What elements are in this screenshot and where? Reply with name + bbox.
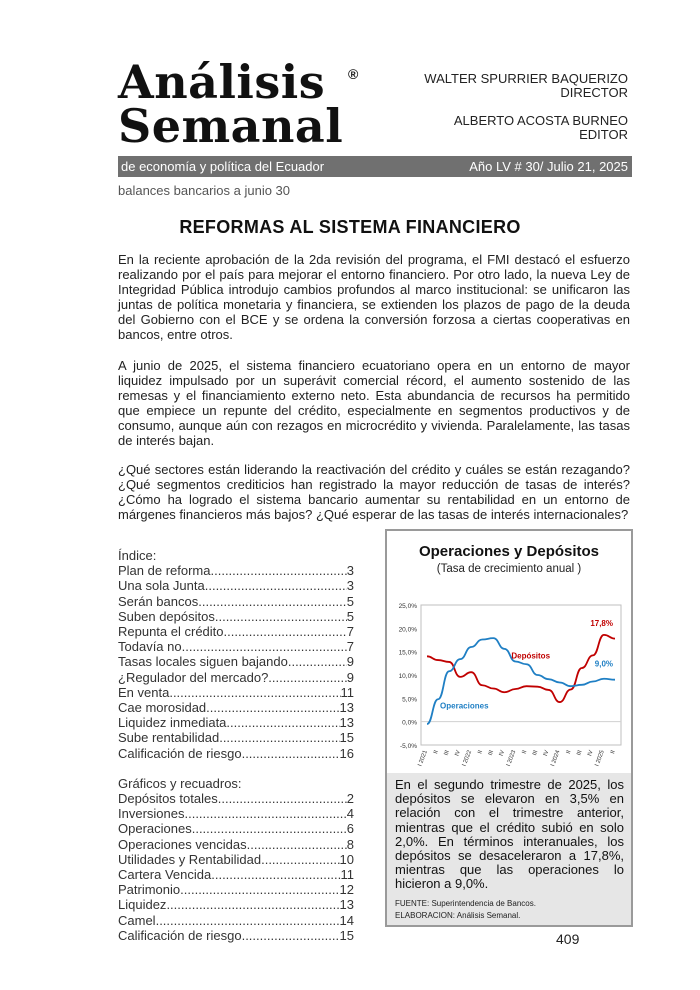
- index-entry-page: 8: [346, 836, 354, 852]
- index-entry: [118, 791, 354, 806]
- editor-name: ALBERTO ACOSTA BURNEO: [453, 113, 628, 128]
- x-tick-label: IV: [454, 749, 463, 758]
- y-tick-label: -5,0%: [400, 743, 417, 750]
- index-entry-page: 3: [346, 578, 354, 594]
- chart-source: FUENTE: Superintendencia de Bancos.: [395, 899, 536, 908]
- tagline: de economía y política del Ecuador: [121, 159, 325, 174]
- article-title: REFORMAS AL SISTEMA FINANCIERO: [179, 217, 521, 237]
- index-entry-label: Calificación de riesgo.: [118, 745, 246, 761]
- index-entry-label: Suben depósitos.: [118, 608, 219, 624]
- index-entry-label: Inversiones: [118, 806, 185, 822]
- series-line-depositos: [427, 635, 615, 702]
- index-entry-label: En venta: [118, 684, 170, 700]
- annotation-operaciones-value: 9,0%: [594, 659, 613, 669]
- index-leader-dots: [166, 897, 339, 912]
- x-tick-label: I 2024: [550, 749, 562, 768]
- index-leader-dots: [219, 730, 339, 745]
- index-entry: [118, 897, 354, 912]
- index-entry-page: 3: [346, 563, 354, 579]
- x-tick-label: IV: [498, 749, 507, 758]
- index-entry-label: Tasas locales siguen bajando.: [118, 654, 292, 670]
- article-paragraph-3: ¿Qué sectores están liderando la reactivación del crédito y cuáles se están rezagando? ¿Qué segmentos crediticios han registrado la mayor reducción de tasas de interés? ¿Cómo ha logrado el sistema bancario aumentar su rentabilidad en un entorno de márgenes financieros más bajos? ¿Qué esperar de las tasas de interés internacionales?: [118, 462, 630, 522]
- index-entry-page: 16: [339, 745, 354, 761]
- x-tick-label: II: [477, 749, 485, 755]
- x-tick-label: IV: [587, 749, 595, 758]
- index-entry: [118, 852, 354, 867]
- index-entry-label: Calificación de riesgo: [118, 927, 242, 943]
- director-role: DIRECTOR: [560, 85, 628, 100]
- publication-logo: [118, 55, 378, 153]
- index-entry: [118, 821, 354, 836]
- logo-line-1: Análisis: [118, 55, 326, 109]
- index-leader-dots: [214, 563, 347, 578]
- x-tick-label: I 2025: [594, 749, 606, 768]
- annotation-depositos-value: 17,8%: [590, 619, 613, 628]
- registered-mark: ®: [348, 66, 359, 82]
- editor-role: EDITOR: [579, 127, 628, 142]
- index-entry-label: Utilidades y Rentabilidad: [118, 851, 262, 867]
- index-entry: [118, 882, 354, 897]
- chart-caption: En el segundo trimestre de 2025, los depósitos se elevaron en 3,5% en relación con el trimestre anterior, mientras que el crédito subió en solo 2,0%. En términos interanuales, los depósitos se desaceleraron a 17,8%, mientras que las operaciones lo hicieron a 9,0%.: [395, 777, 624, 892]
- chart-panel: [385, 529, 633, 927]
- index-leader-dots: [208, 578, 346, 593]
- chart-caption-box: [387, 773, 631, 925]
- index-leader-dots: [180, 882, 339, 897]
- index-entry-page: 13: [339, 700, 354, 716]
- x-tick-label: III: [443, 749, 451, 757]
- index-entry-page: 5: [346, 608, 354, 624]
- series-label-operaciones: Operaciones: [440, 701, 489, 711]
- index-entry: [118, 609, 354, 624]
- index-entry: [118, 715, 354, 730]
- x-tick-label: II: [610, 749, 617, 755]
- index-entry-label: Cae morosidad.: [118, 700, 210, 716]
- index-leader-dots: [184, 806, 346, 821]
- y-tick-label: 15,0%: [398, 649, 417, 657]
- y-tick-label: 0,0%: [402, 719, 417, 727]
- index-entry: [118, 639, 354, 654]
- index-entry-label: Serán bancos.: [118, 593, 202, 609]
- staff-credits: [348, 72, 628, 142]
- x-tick-label: I 2021: [417, 749, 429, 768]
- index-entry-page: 7: [346, 639, 354, 655]
- index-leader-dots: [156, 913, 340, 928]
- index-entry-page: 11: [340, 867, 354, 883]
- index-entry-label: Camel: [118, 912, 156, 928]
- table-of-contents: [118, 548, 354, 943]
- article-paragraph-1: En la reciente aprobación de la 2da revisión del programa, el FMI destacó el esfuerzo realizando por el país para mejorar el entorno financiero. Por otro lado, la nueva Ley de Integridad Pública introdujo cambios profundos al marco institucional: se unificaron las juntas de política monetaria y financiera, se extienden los plazos de pago de la deuda del Gobierno con el BCE y se ordena la conversión forzosa a ciertas cooperativas en bancos, entre otros.: [118, 252, 630, 342]
- x-tick-label: III: [576, 749, 584, 757]
- index-leader-dots: [218, 791, 347, 806]
- index-leader-dots: [169, 685, 340, 700]
- x-tick-label: I 2023: [506, 749, 518, 768]
- x-tick-label: III: [532, 749, 540, 757]
- index-entry-page: 6: [346, 821, 354, 837]
- index-entry-page: 7: [346, 624, 354, 640]
- index-entry: [118, 730, 354, 745]
- x-tick-label: IV: [542, 749, 551, 758]
- y-tick-label: 10,0%: [398, 673, 417, 680]
- index-leader-dots: [210, 700, 340, 715]
- index-entry-label: Plan de reforma.: [118, 563, 215, 579]
- article-paragraph-2: A junio de 2025, el sistema financiero ecuatoriano opera en un entorno de mayor liquidez impulsado por un superávit comercial récord, el aumento sostenido de las remesas y el financiamiento externo neto. Esta abundancia de recursos ha permitido que empiece un repunte del crédito, especialmente en segmentos productivos y de consumo, aunque aún con rezagos en microcrédito y vivienda. Paralelamente, las tasas de interés bajan.: [118, 358, 630, 448]
- charts-heading: Gráficos y recuadros:: [118, 775, 242, 791]
- index-entry-page: 10: [339, 851, 354, 867]
- x-tick-label: II: [565, 749, 573, 755]
- index-leader-dots: [272, 670, 347, 685]
- index-entry-label: Depósitos totales: [118, 791, 218, 807]
- index-entry: [118, 578, 354, 593]
- index-entry: [118, 928, 354, 943]
- index-entry-page: 15: [339, 927, 354, 943]
- series-label-depositos: Depósitos: [511, 651, 551, 661]
- masthead-band: [118, 156, 632, 177]
- index-entry-page: 15: [339, 730, 354, 746]
- index-entry-page: 14: [339, 912, 354, 928]
- y-tick-label: 25,0%: [398, 603, 417, 610]
- index-leader-dots: [261, 852, 339, 867]
- chart-subtitle: (Tasa de crecimiento anual ): [436, 563, 582, 575]
- x-tick-label: III: [487, 749, 496, 757]
- x-tick-label: I 2022: [461, 749, 474, 768]
- index-heading: Índice:: [118, 548, 157, 563]
- index-entry: [118, 867, 354, 882]
- issue-info: Año LV # 30/ Julio 21, 2025: [469, 159, 628, 174]
- index-entry: [118, 806, 354, 821]
- index-entry-label: Patrimonio: [118, 882, 181, 898]
- index-entry-label: Repunta el crédito.: [118, 624, 228, 640]
- index-entry: [118, 624, 354, 639]
- index-entry-page: 5: [346, 593, 354, 609]
- logo-line-2: Semanal: [118, 99, 344, 153]
- index-entry: [118, 685, 354, 700]
- index-entry-page: 4: [346, 806, 354, 822]
- page-number: 409: [556, 931, 580, 947]
- index-entry: [118, 837, 354, 852]
- line-chart: [387, 591, 631, 773]
- index-leader-dots: [227, 624, 347, 639]
- index-leader-dots: [211, 867, 340, 882]
- index-leader-dots: [247, 837, 347, 852]
- index-entry-label: Liquidez: [118, 897, 167, 913]
- index-entry-label: Operaciones: [118, 821, 192, 837]
- y-tick-label: 5,0%: [402, 696, 417, 704]
- index-leader-dots: [185, 639, 347, 654]
- index-entry-page: 2: [346, 791, 354, 807]
- index-leader-dots: [291, 654, 346, 669]
- index-entry-label: Todavía no.: [118, 639, 186, 655]
- x-tick-label: II: [521, 749, 529, 755]
- index-entry-page: 13: [339, 715, 354, 731]
- index-entry-label: Una sola Junta.: [118, 578, 209, 594]
- index-entry: [118, 670, 354, 685]
- index-leader-dots: [202, 594, 347, 609]
- y-tick-label: 20,0%: [398, 626, 417, 634]
- index-leader-dots: [245, 746, 339, 761]
- index-entry-label: Cartera Vencida: [118, 867, 212, 883]
- index-entry-label: ¿Regulador del mercado?.: [118, 669, 272, 685]
- director-name: WALTER SPURRIER BAQUERIZO: [424, 71, 628, 86]
- index-leader-dots: [226, 715, 339, 730]
- index-leader-dots: [192, 821, 347, 836]
- index-leader-dots: [242, 928, 340, 943]
- index-entry-page: 9: [346, 669, 354, 685]
- index-entry: [118, 746, 354, 761]
- index-leader-dots: [218, 609, 346, 624]
- index-entry-page: 12: [339, 882, 354, 898]
- x-tick-label: II: [433, 749, 440, 755]
- chart-elaboration: ELABORACION: Análisis Semanal.: [395, 911, 521, 920]
- index-entry: [118, 700, 354, 715]
- index-entry-label: Operaciones vencidas: [118, 836, 247, 852]
- index-entry-page: 11: [340, 684, 354, 700]
- index-entry: [118, 563, 354, 578]
- index-entry: [118, 913, 354, 928]
- index-entry-page: 13: [339, 897, 354, 913]
- chart-title: Operaciones y Depósitos: [418, 543, 600, 560]
- index-entry: [118, 654, 354, 669]
- index-entry-label: Sube rentabilidad: [118, 730, 220, 746]
- index-entry-page: 9: [346, 654, 354, 670]
- index-entry-label: Liquidez inmediata: [118, 715, 227, 731]
- index-entry: [118, 594, 354, 609]
- section-subtag: balances bancarios a junio 30: [118, 183, 291, 198]
